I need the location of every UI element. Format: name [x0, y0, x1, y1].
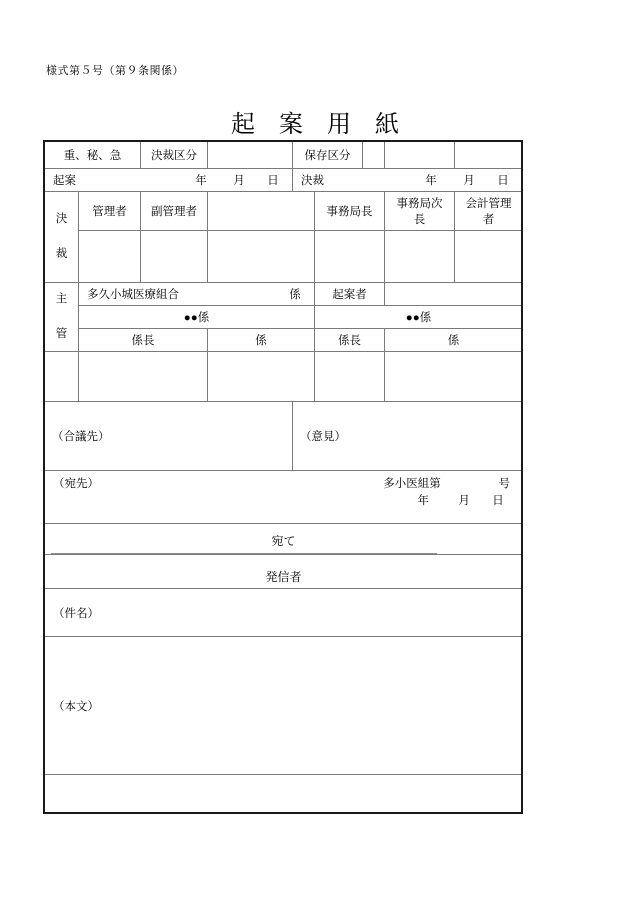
document-number-suffix: 号 — [498, 478, 510, 490]
table-row-subject — [45, 589, 523, 637]
sub-header-kakaricho-left — [79, 329, 208, 352]
approval-division-label-cell — [141, 142, 208, 169]
ateru-label: 宛て — [271, 534, 296, 548]
page-title: 起 案 用 紙 — [231, 112, 408, 138]
table-row-jurisdiction-org — [45, 283, 523, 306]
body-cell[interactable] — [45, 637, 523, 775]
sub-sign-kakaricho-right[interactable] — [315, 352, 385, 402]
approval-sign-kaikeikanrisha-value — [455, 254, 522, 260]
drafter-label-cell — [315, 283, 385, 306]
approval-col-header-kanrisha-label: 管理者 — [92, 206, 127, 218]
kian-form-table — [44, 141, 523, 775]
approval-sign-kaikeikanrisha[interactable] — [455, 231, 523, 283]
jurisdiction-side-label-gap — [45, 307, 78, 327]
table-row-addressee — [45, 471, 523, 524]
table-row-sender — [45, 555, 523, 589]
table-row-group-names — [45, 306, 523, 329]
sub-header-kakari-left-label: 係 — [255, 335, 267, 347]
jurisdiction-side-label-cell — [45, 283, 79, 352]
group-left-label: ●●係 — [183, 312, 210, 324]
document-number — [383, 475, 510, 491]
approval-col-header-kanrisha — [79, 192, 141, 231]
draft-date-year: 年 — [195, 175, 207, 187]
approval-date-row — [293, 169, 522, 191]
sub-sign-kakari-right[interactable] — [385, 352, 523, 402]
draft-date-row — [45, 169, 292, 191]
document-date-month: 月 — [458, 495, 470, 507]
opinion-label: （意見） — [300, 431, 346, 443]
addressee-label: （宛先） — [53, 478, 99, 490]
sub-sign-kakari-right-value — [385, 374, 522, 380]
sender-cell[interactable] — [45, 555, 523, 589]
retention-division-value-cell[interactable] — [363, 142, 385, 169]
drafter-label: 起案者 — [332, 289, 367, 301]
document-date — [404, 492, 510, 508]
approval-col-header-kaikeikanrisha-label: 会計管理者 — [465, 198, 512, 226]
jurisdiction-side-label-char-2: 管 — [55, 328, 68, 340]
approval-sign-kanrisha-value — [79, 254, 140, 260]
approval-division-value — [208, 152, 292, 158]
document-date-year: 年 — [417, 495, 429, 507]
approval-date-year: 年 — [425, 175, 437, 187]
retention-division-label-cell — [293, 142, 363, 169]
approval-sign-jimukyokucho[interactable] — [315, 231, 385, 283]
sub-sign-kakari-left-value — [208, 374, 314, 380]
approval-col-header-jimukyokujicho-label: 事務局次長 — [396, 198, 443, 226]
approval-date-cell[interactable] — [293, 169, 523, 192]
draft-date-cell[interactable] — [45, 169, 293, 192]
body-label: （本文） — [53, 700, 99, 713]
approval-date-day: 日 — [497, 175, 509, 187]
ateru-cell[interactable] — [45, 524, 523, 555]
table-row-sub-signatures — [45, 352, 523, 402]
drafter-value — [385, 291, 522, 297]
urgency-label-cell — [45, 142, 141, 169]
approval-side-label-char-1: 決 — [55, 212, 68, 225]
approval-division-label: 決裁区分 — [151, 150, 197, 162]
approval-sign-blank-value — [208, 254, 314, 260]
approval-col-header-fukukanrisha-label: 副管理者 — [151, 206, 197, 218]
sub-header-kakari-right — [385, 329, 523, 352]
approval-sign-fukukanrisha[interactable] — [141, 231, 208, 283]
sub-sign-kakaricho-right-value — [315, 374, 384, 380]
sub-header-kakari-left — [208, 329, 315, 352]
approval-col-header-kaikeikanrisha — [455, 192, 523, 231]
approval-sign-kanrisha[interactable] — [79, 231, 141, 283]
approval-sign-jimukyokucho-value — [315, 254, 384, 260]
sub-header-kakari-right-label: 係 — [447, 335, 460, 347]
table-row-body — [45, 637, 523, 775]
retention-division-label: 保存区分 — [304, 150, 351, 162]
approval-sign-jimukyokujicho-value — [385, 254, 454, 260]
approval-col-header-jimukyokujicho — [385, 192, 455, 231]
approval-date-month: 月 — [463, 175, 475, 187]
draft-date-month: 月 — [233, 175, 245, 187]
approval-col-header-blank — [208, 192, 315, 231]
approval-date-label: 決裁 — [301, 175, 324, 187]
sub-sign-kakari-left[interactable] — [208, 352, 315, 402]
approval-col-header-jimukyokucho-label: 事務局長 — [326, 206, 373, 218]
approval-division-value-cell[interactable] — [208, 142, 293, 169]
group-left-cell — [79, 306, 315, 329]
addressee-inner — [45, 471, 522, 523]
sender-inner — [45, 555, 522, 588]
document-date-day: 日 — [492, 495, 504, 507]
urgency-label: 重、秘、急 — [63, 150, 122, 162]
sender-label: 発信者 — [265, 570, 302, 584]
retention-division-value — [363, 152, 384, 158]
table-row-sub-headers — [45, 329, 523, 352]
organization-cell — [79, 283, 315, 306]
sub-sign-kakaricho-left[interactable] — [79, 352, 208, 402]
opinion-cell[interactable] — [293, 402, 523, 471]
table-row-ateru — [45, 524, 523, 555]
drafter-value-cell[interactable] — [385, 283, 523, 306]
draft-date-label: 起案 — [53, 175, 76, 187]
sub-header-kakaricho-left-label: 係長 — [131, 335, 155, 347]
form-number: 様式第５号（第９条関係） — [46, 65, 184, 77]
approval-sign-fukukanrisha-value — [141, 254, 207, 260]
jurisdiction-side-label-spacer — [45, 352, 79, 402]
document-number-prefix: 多小医組第 — [383, 478, 441, 490]
approval-col-header-fukukanrisha — [141, 192, 208, 231]
draft-date-day: 日 — [267, 175, 279, 187]
group-right-cell — [315, 306, 523, 329]
organization-suffix: 係 — [289, 289, 301, 301]
table-row-approval-headers — [45, 192, 523, 231]
group-right-label: ●●係 — [405, 312, 432, 324]
sub-header-kakaricho-right — [315, 329, 385, 352]
subject-cell[interactable] — [45, 589, 523, 637]
table-row-approval-signatures — [45, 231, 523, 283]
retention-extra-value — [385, 152, 454, 158]
retention-extra-value-cell[interactable] — [385, 142, 455, 169]
table-row-classification — [45, 142, 523, 169]
organization-row — [79, 283, 314, 305]
approval-side-label-gap — [45, 227, 78, 247]
sub-sign-kakaricho-left-value — [79, 374, 207, 380]
consult-cell[interactable] — [45, 402, 293, 471]
addressee-cell[interactable] — [45, 471, 523, 524]
table-row-dates — [45, 169, 523, 192]
approval-col-header-blank-label — [208, 202, 314, 220]
approval-sign-blank[interactable] — [208, 231, 315, 283]
consult-label: （合議先） — [52, 431, 110, 443]
jurisdiction-side-label-char-1: 主 — [55, 292, 68, 305]
approval-sign-jimukyokujicho[interactable] — [385, 231, 455, 283]
table-row-consult — [45, 402, 523, 471]
approval-side-label-char-2: 裁 — [55, 248, 68, 260]
organization-name: 多久小城医療組合 — [87, 289, 179, 301]
approval-side-label-cell — [45, 192, 79, 283]
ateru-inner — [45, 524, 522, 554]
approval-col-header-jimukyokucho — [315, 192, 385, 231]
sub-header-kakaricho-right-label: 係長 — [338, 335, 361, 347]
subject-label: （件名） — [53, 607, 99, 620]
